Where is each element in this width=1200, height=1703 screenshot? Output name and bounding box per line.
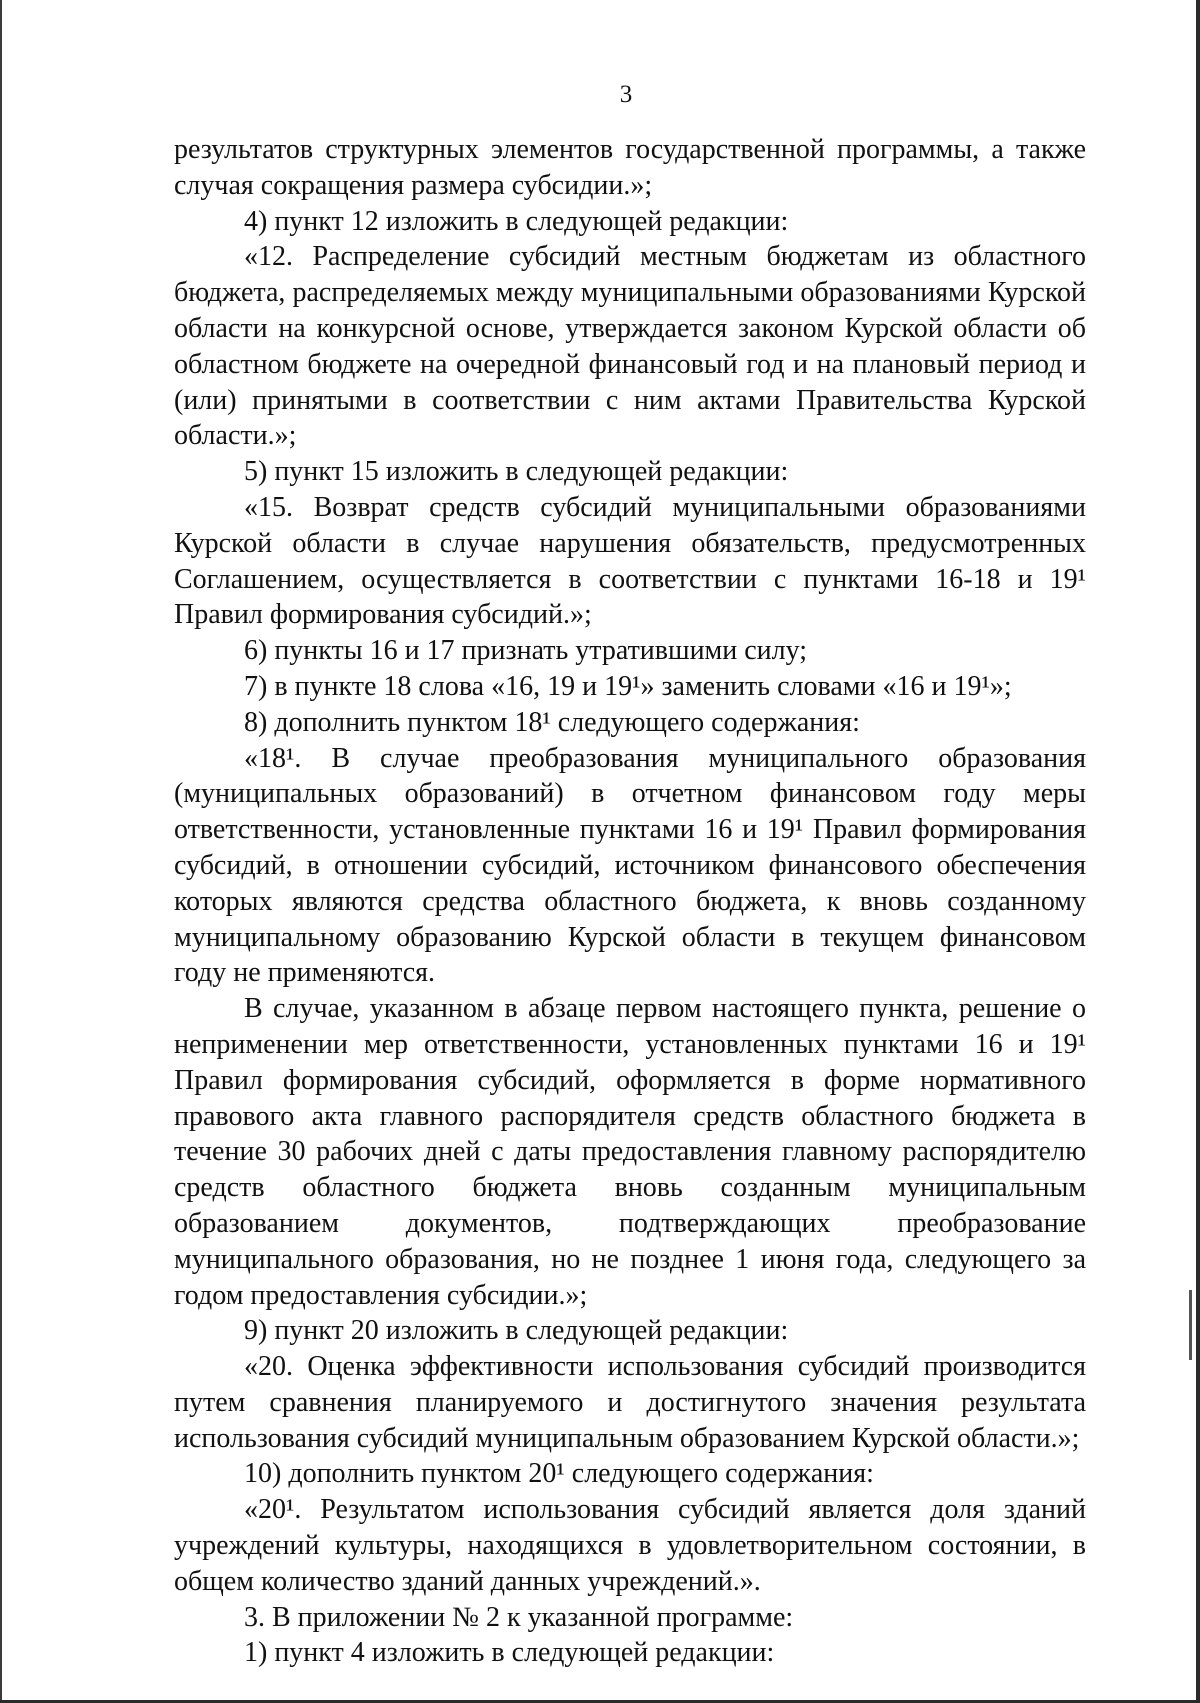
paragraph: 9) пункт 20 изложить в следующей редакции: [244,1315,789,1347]
paragraph: В случае, указанном в абзаце первом настоящего пункта, решение о неприменении мер ответственности, установленных пунктами 16 и 19¹ Правил формирования субсидий, оформляется в форме нормативного правового акта главного распорядителя средств областного бюджета в течение 30 рабочих дней с даты предоставления главному распорядителю средств областного бюджета вновь созданным муниципальным образованием документов, подтверждающих преобразование муниципального образования, но не позднее 1 июня года, следующего за годом предоставления субсидии.»; [174,993,1086,1311]
scan-margin-mark [1189,1290,1192,1360]
paragraph: «18¹. В случае преобразования муниципального образования (муниципальных образований) в отчетном финансовом году меры ответственности, установленные пунктами 16 и 19¹ Правил формирования субсидий, в отношении субсидий, источником финансового обеспечения которых являются средства областного бюджета, к вновь созданному муниципальному образованию Курской области в текущем финансовом году не применяются. [174,742,1086,989]
paragraph: «12. Распределение субсидий местным бюджетам из областного бюджета, распределяемых между муниципальными образованиями Курской области на конкурсной основе, утверждается законом Курской области об областном бюджете на очередной финансовый год и на плановый период и (или) принятыми в соответствии с ним актами Правительства Курской области.»; [174,241,1086,452]
paragraph: «15. Возврат средств субсидий муниципальными образованиями Курской области в случае нарушения обязательств, предусмотренных Соглашением, осуществляется в соответствии с пунктами 16-18 и 19¹ Правил формирования субсидий.»; [174,491,1086,631]
paragraph: 8) дополнить пунктом 18¹ следующего содержания: [244,706,860,738]
paragraph: 3. В приложении № 2 к указанной программе: [244,1601,794,1633]
scan-left-edge [0,0,2,1703]
paragraph: 6) пункты 16 и 17 признать утратившими силу; [244,635,808,667]
document-body [174,132,1086,1671]
paragraph: 1) пункт 4 изложить в следующей редакции: [244,1637,775,1669]
paragraph-continuation: результатов структурных элементов государственной программы, а также случая сокращения размера субсидии.»; [174,134,1086,201]
page-number: 3 [619,81,633,108]
paragraph: 10) дополнить пунктом 20¹ следующего содержания: [244,1458,874,1490]
scan-right-edge [1196,0,1200,1703]
paragraph: «20. Оценка эффективности использования субсидий производится путем сравнения планируемого и достигнутого значения результата использования субсидий муниципальным образованием Курской области.»; [174,1351,1086,1454]
paragraph: 7) в пункте 18 слова «16, 19 и 19¹» заменить словами «16 и 19¹»; [244,670,1012,702]
paragraph: 5) пункт 15 изложить в следующей редакции: [244,456,789,488]
paragraph: 4) пункт 12 изложить в следующей редакции: [244,205,789,237]
paragraph: «20¹. Результатом использования субсидий является доля зданий учреждений культуры, находящихся в удовлетворительном состоянии, в общем количество зданий данных учреждений.». [174,1494,1086,1597]
